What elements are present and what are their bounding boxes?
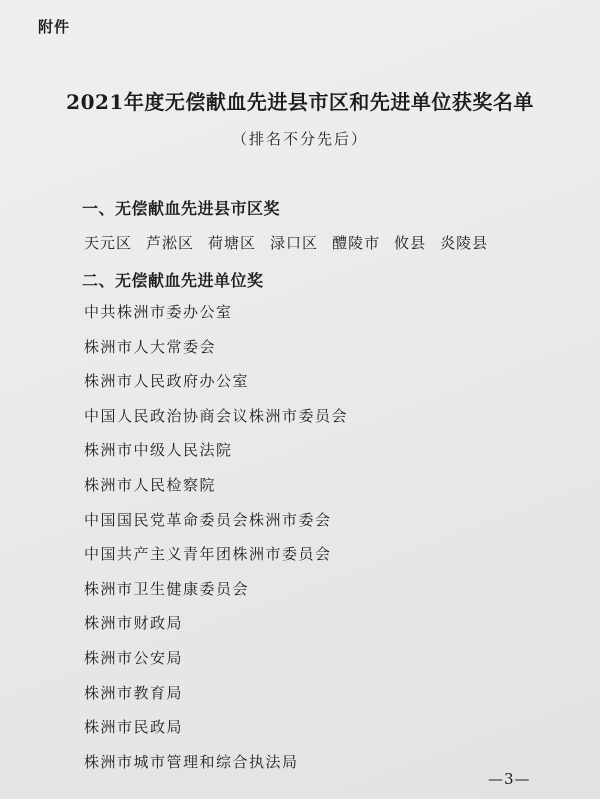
section-heading-districts: 一、无偿献血先进县市区奖 [82, 199, 281, 218]
district-item: 天元区 [84, 234, 133, 252]
unit-list [84, 302, 348, 786]
page-number: —3— [488, 770, 531, 788]
unit-item: 株洲市中级人民法院 [84, 441, 233, 460]
unit-item: 株洲市人民政府办公室 [84, 372, 250, 391]
unit-item: 中共株洲市委办公室 [84, 303, 233, 321]
district-list [84, 232, 488, 253]
unit-item: 株洲市人大常委会 [84, 337, 217, 356]
unit-item: 株洲市财政局 [84, 614, 184, 633]
unit-item: 株洲市公安局 [84, 648, 184, 667]
district-item: 炎陵县 [440, 234, 489, 252]
district-item: 荷塘区 [208, 234, 257, 252]
unit-item: 株洲市教育局 [84, 683, 184, 702]
section-heading-units: 二、无偿献血先进单位奖 [82, 271, 264, 290]
district-item: 攸县 [394, 234, 427, 252]
district-item: 醴陵市 [332, 234, 381, 252]
unit-item: 株洲市卫生健康委员会 [84, 579, 250, 598]
unit-item: 株洲市城市管理和综合执法局 [84, 752, 299, 771]
document-subtitle: （排名不分先后） [231, 130, 368, 148]
unit-item: 中国人民政治协商会议株洲市委员会 [84, 406, 349, 425]
district-item: 渌口区 [270, 234, 319, 252]
document-title: 2021年度无偿献血先进县市区和先进单位获奖名单 [66, 90, 534, 114]
unit-item: 中国共产主义青年团株洲市委员会 [84, 545, 332, 564]
unit-item: 中国国民党革命委员会株洲市委会 [84, 510, 332, 529]
unit-item: 株洲市民政局 [84, 718, 184, 737]
unit-item: 株洲市人民检察院 [84, 475, 217, 494]
attachment-label: 附件 [38, 18, 71, 36]
district-item: 芦淞区 [146, 234, 195, 252]
